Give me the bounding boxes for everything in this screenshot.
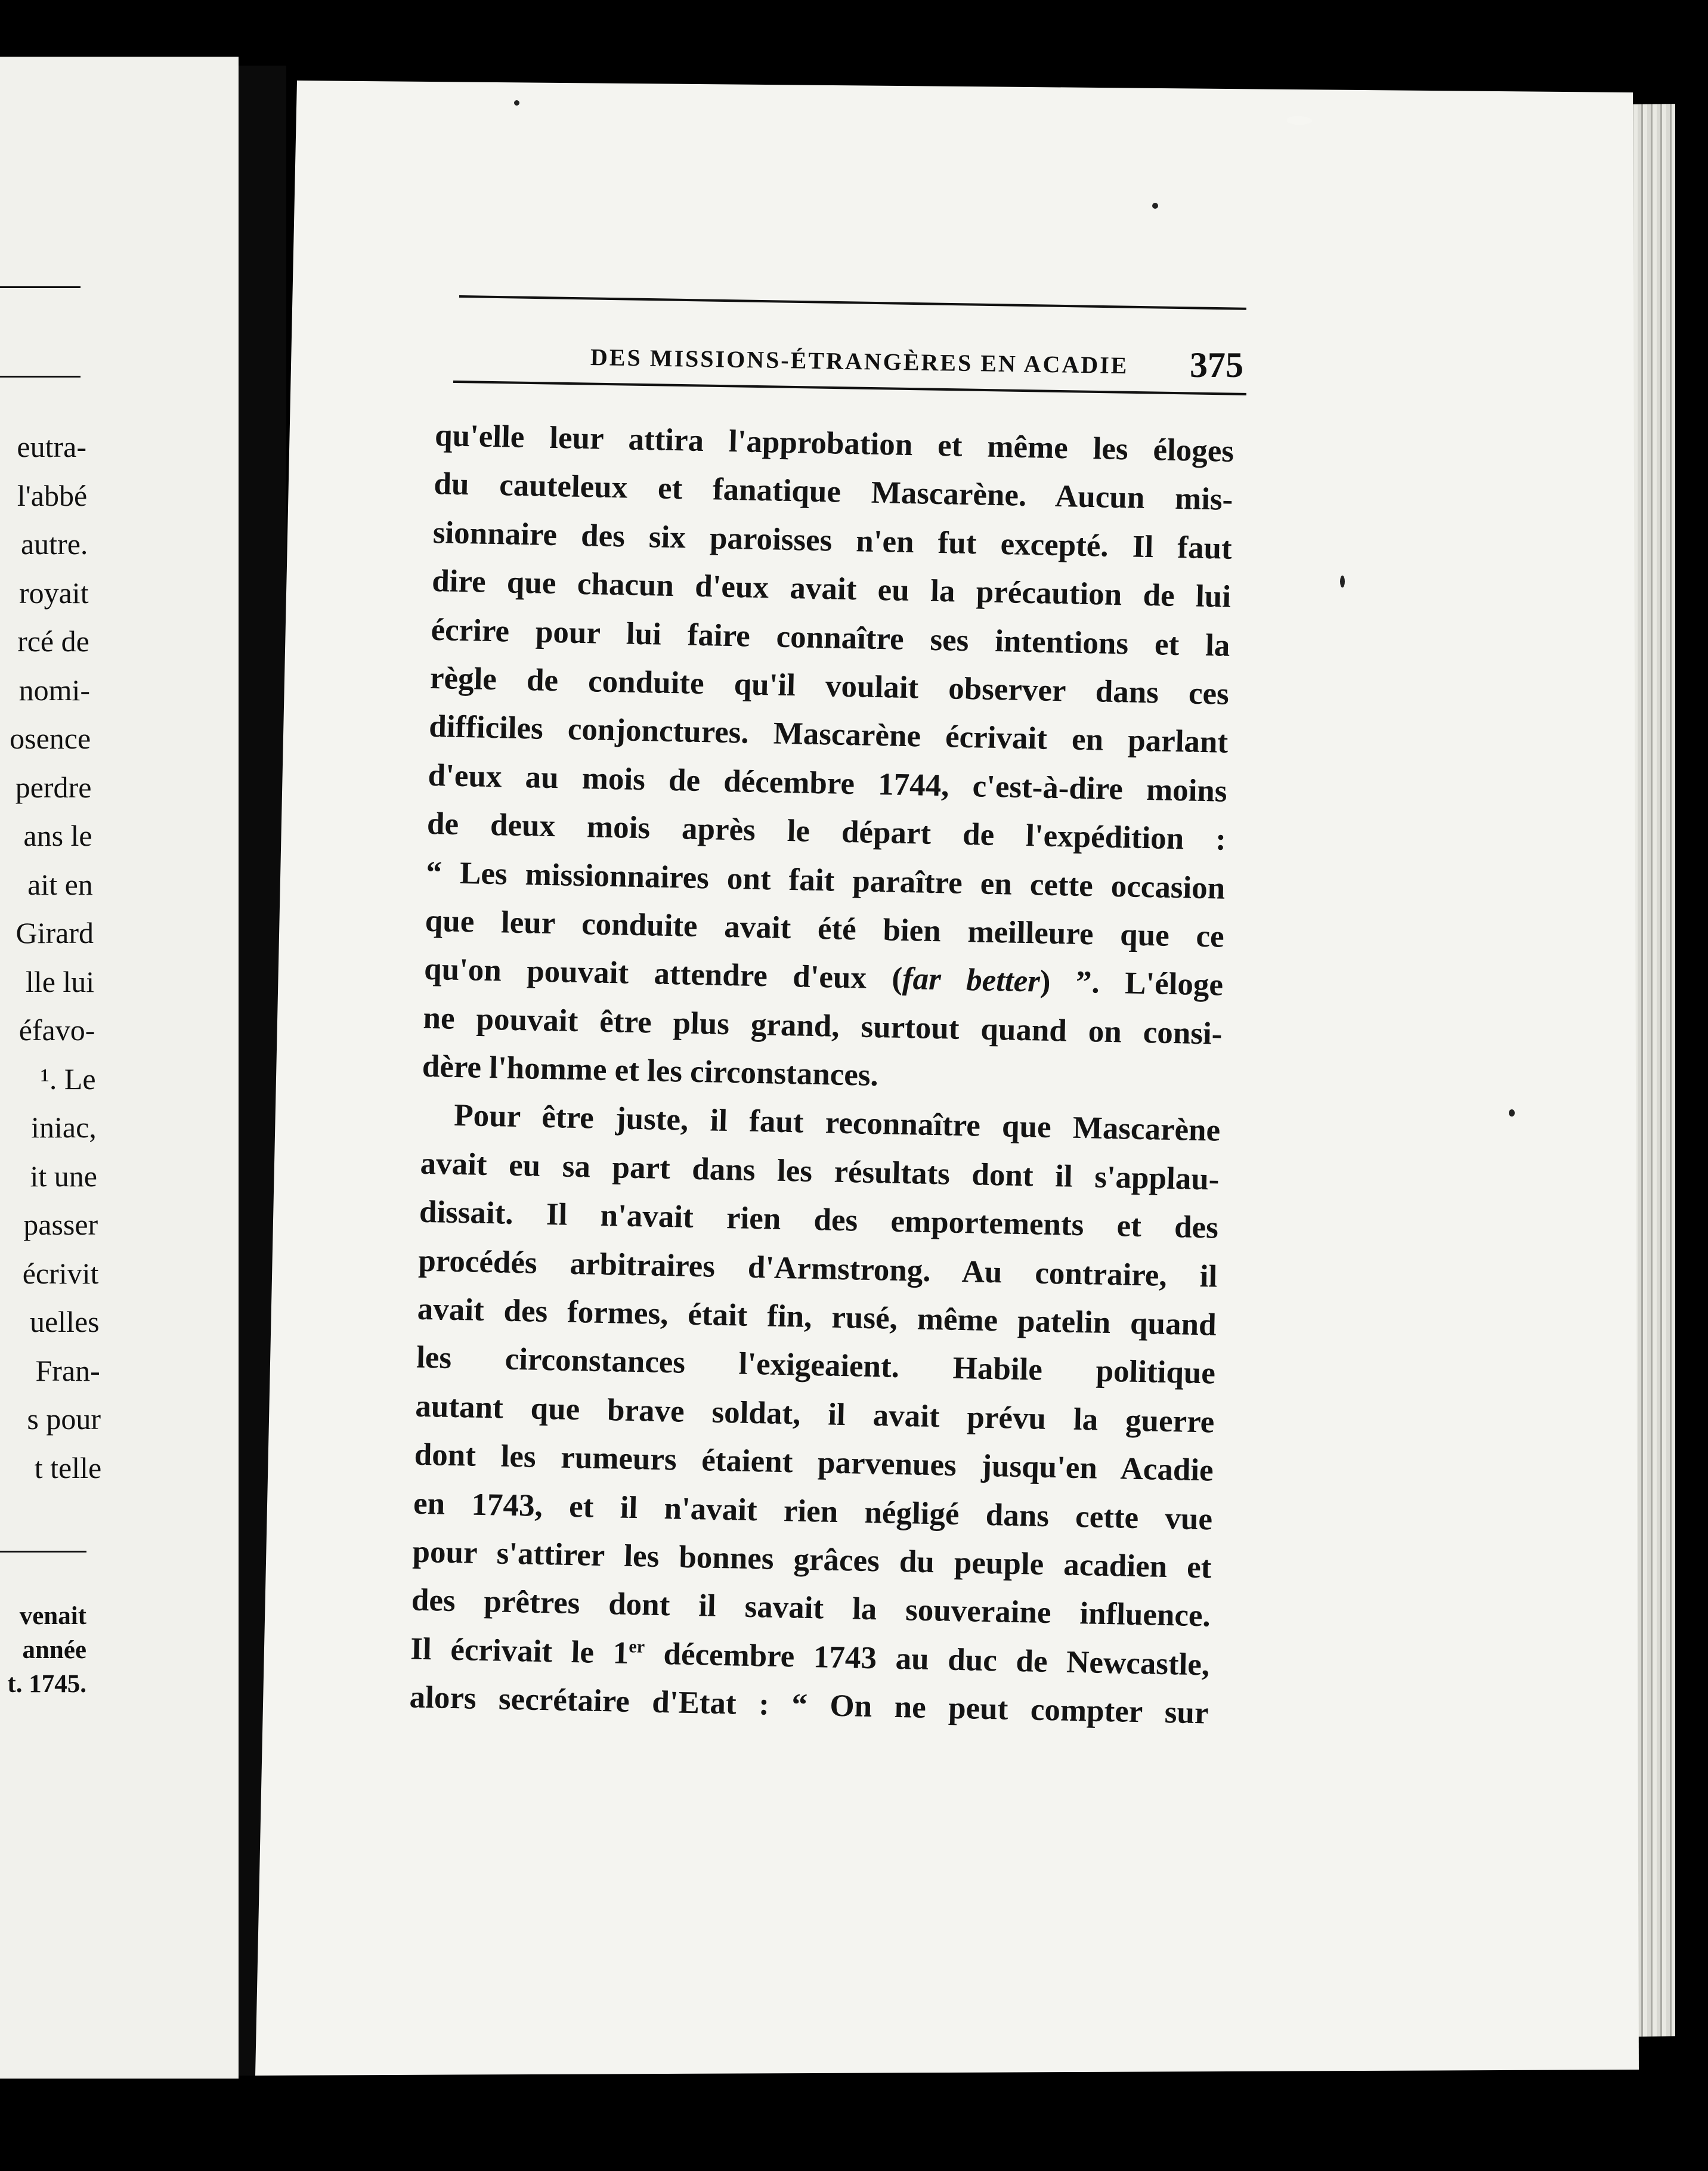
text-line: pour s'attirer les bonnes grâces du peuple acadien et <box>412 1534 1212 1585</box>
text-line: règle de conduite qu'il voulait observer dans ces <box>429 660 1230 712</box>
text-line: les circonstances l'exigeaient. Habile politique <box>416 1340 1216 1391</box>
text-line: Pour être juste, il faut reconnaître que Mascarène <box>453 1098 1221 1149</box>
left-page-second-rule <box>0 376 81 378</box>
text-line: qu'elle leur attira l'approbation et même les éloges <box>434 418 1234 469</box>
left-page-line: it une <box>30 1159 97 1193</box>
left-page-top-rule <box>0 286 81 288</box>
left-page-line: ¹. Le <box>40 1062 96 1096</box>
left-page-footnote-line: venait <box>19 1602 86 1630</box>
text-line: que leur conduite avait été bien meilleure que ce <box>425 903 1225 954</box>
text-line: des prêtres dont il savait la souveraine influence. <box>411 1582 1211 1634</box>
left-page-line: écrivit <box>22 1256 99 1290</box>
left-page-line: lle lui <box>25 964 95 998</box>
left-page-line: s pour <box>27 1402 101 1436</box>
left-page-line: nomi- <box>18 673 90 707</box>
paragraph-1-end <box>422 994 1223 1107</box>
left-page-line: osence <box>10 722 91 755</box>
text-line: écrire pour lui faire connaître ses intentions et la <box>431 612 1230 663</box>
left-page-line: iniac, <box>31 1111 97 1144</box>
text-line: d'eux au mois de décembre 1744, c'est-à-dire moins <box>428 757 1228 809</box>
italic-phrase: far better <box>902 961 1041 999</box>
left-page-line: eutra- <box>17 430 86 463</box>
left-page-line: ait en <box>27 867 93 901</box>
text-line: dire que chacun d'eux avait eu la précaution de lui <box>431 564 1232 615</box>
left-page-line: uelles <box>29 1305 100 1338</box>
text-line: du cauteleux et fanatique Mascarène. Aucun mis- <box>433 466 1233 518</box>
left-page-line: royait <box>18 576 89 610</box>
left-page-footnote-line: année <box>22 1636 86 1664</box>
text-line: en 1743, et il n'avait rien négligé dans cette vue <box>413 1486 1213 1537</box>
dust-speck <box>1287 116 1312 125</box>
page-number: 375 <box>1190 345 1243 385</box>
text-line: dont les rumeurs étaient parvenues jusqu'en Acadie <box>414 1437 1214 1488</box>
dust-speck <box>1340 576 1345 587</box>
dust-speck <box>1509 1109 1515 1117</box>
text-line: avait des formes, était fin, rusé, même patelin quand <box>417 1291 1217 1343</box>
text-line: dissait. Il n'avait rien des emportements et des <box>419 1194 1219 1245</box>
left-page-line: t telle <box>34 1451 102 1485</box>
dust-speck <box>514 100 519 106</box>
text-line: ne pouvait être plus grand, surtout quand on consi- <box>423 1000 1223 1052</box>
text-line: qu'on pouvait attendre d'eux (far better) ”. L'éloge <box>423 952 1224 1003</box>
left-page-line: perdre <box>15 770 92 804</box>
text-line: autant que brave soldat, il avait prévu la guerre <box>414 1388 1215 1440</box>
text-line: de deux mois après le départ de l'expédition : <box>426 806 1227 857</box>
text-line: sionnaire des six paroisses n'en fut excepté. Il faut <box>432 515 1233 566</box>
text-line: alors secrétaire d'Etat : “ On ne peut compter sur <box>409 1680 1209 1731</box>
left-page-line: rcé de <box>17 624 89 658</box>
running-head: DES MISSIONS-ÉTRANGÈRES EN ACADIE <box>590 344 1129 379</box>
left-page-line: ans le <box>23 819 92 852</box>
left-page-line: Fran- <box>35 1353 100 1387</box>
left-page-footnote-rule <box>0 1551 86 1553</box>
text-line: dère l'homme et les circonstances. <box>422 1049 879 1093</box>
left-page-line: éfavo- <box>18 1013 95 1047</box>
text-line: Il écrivait le 1er décembre 1743 au duc de Newcastle, <box>410 1631 1210 1683</box>
text-line: avait eu sa part dans les résultats dont il s'applau- <box>420 1146 1220 1197</box>
text-line: difficiles conjonctures. Mascarène écrivait en parlant <box>428 709 1229 760</box>
body-text <box>409 412 1234 1738</box>
left-page-line: passer <box>23 1208 98 1241</box>
paragraph-2 <box>411 1091 1221 1641</box>
paragraph-1 <box>425 412 1234 961</box>
left-page <box>0 57 239 2079</box>
dust-speck <box>1152 203 1158 209</box>
text-line: “ Les missionnaires ont fait paraître en cette occasion <box>425 855 1226 906</box>
superscript: er <box>629 1637 645 1657</box>
left-page-footnote-line: t. 1745. <box>7 1670 86 1698</box>
text-line: procédés arbitraires d'Armstrong. Au contraire, il <box>417 1243 1218 1294</box>
left-page-line: Girard <box>16 916 94 950</box>
left-page-line: l'abbé <box>17 478 88 512</box>
left-page-line: autre. <box>20 527 88 561</box>
